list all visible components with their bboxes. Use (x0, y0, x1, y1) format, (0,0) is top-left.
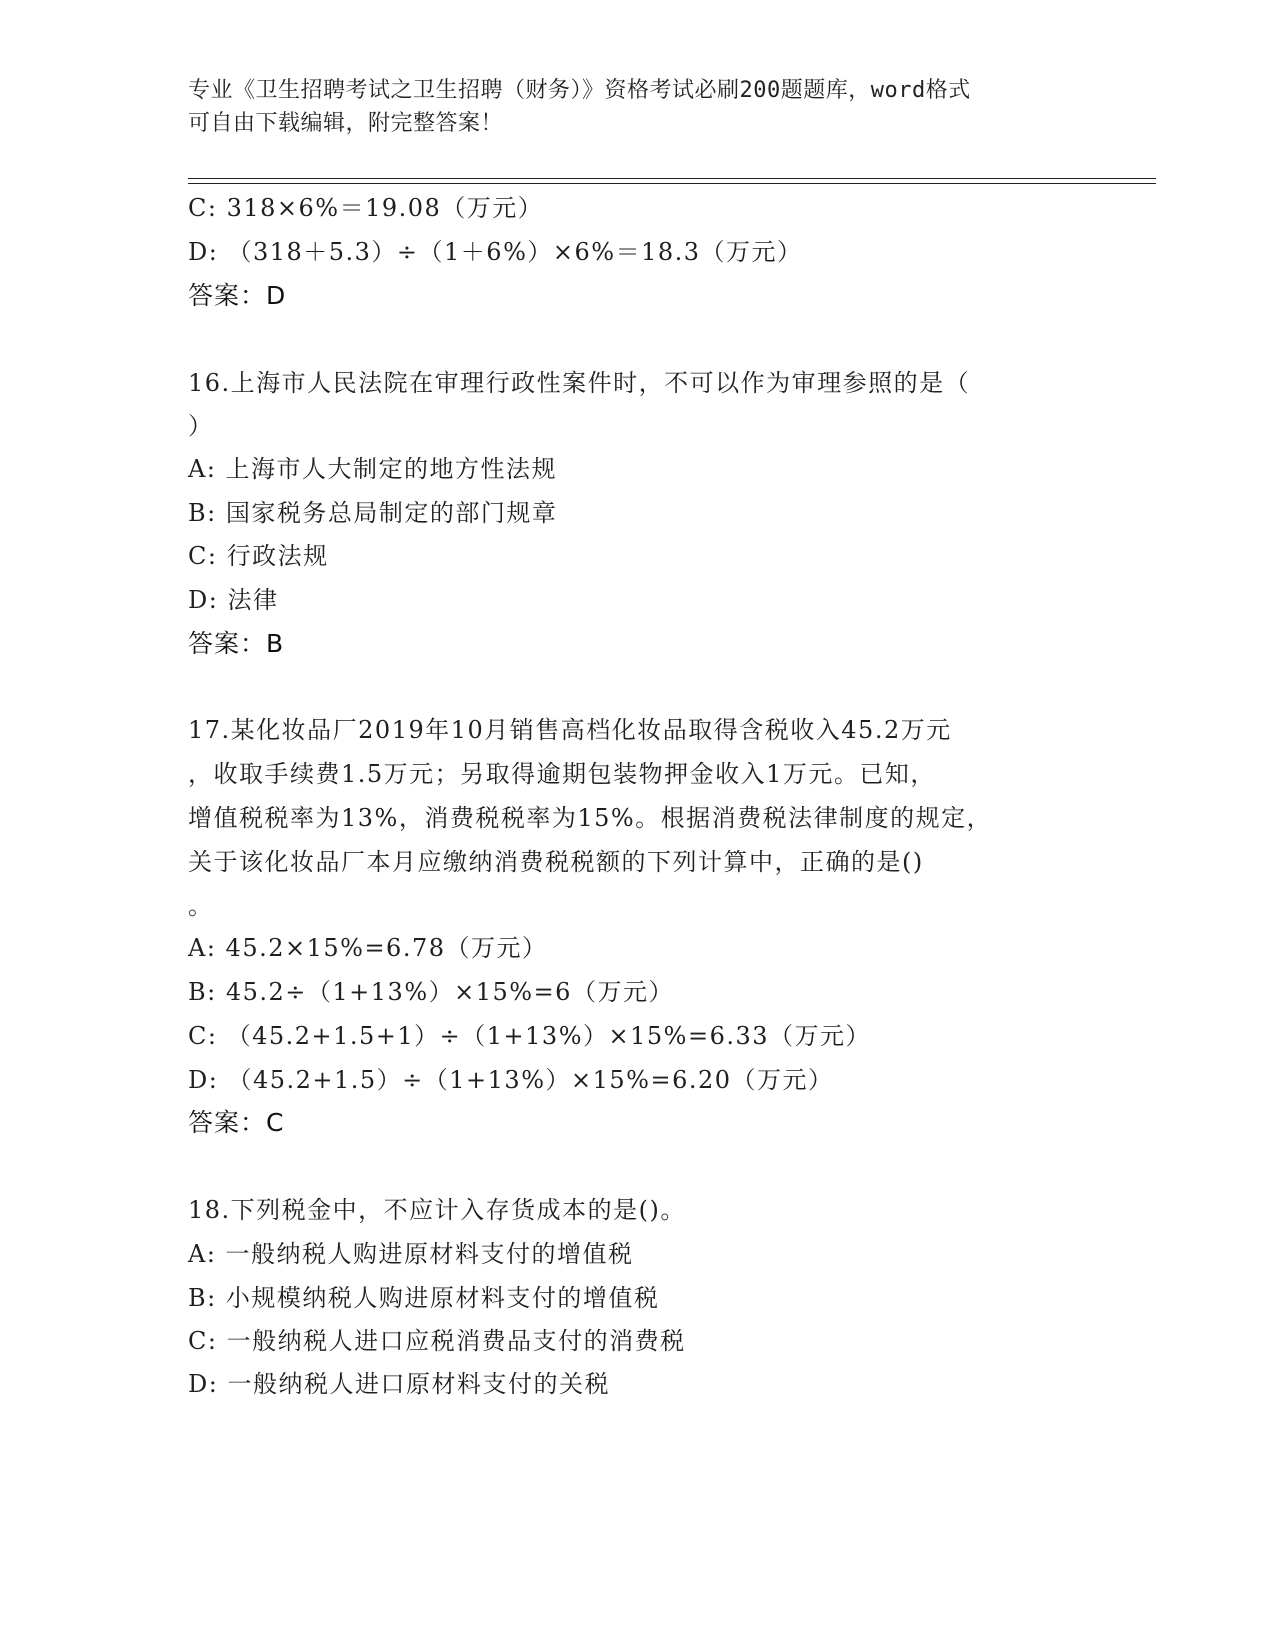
q16-option-a: A: 上海市人大制定的地方性法规 (188, 455, 558, 483)
header-rule-bottom (188, 183, 1156, 184)
q17-option-d: D: （45.2+1.5）÷（1+13%）×15%=6.20（万元） (188, 1066, 834, 1094)
q16-option-d: D: 法律 (188, 586, 279, 614)
q18-option-a: A: 一般纳税人购进原材料支付的增值税 (188, 1240, 634, 1268)
prev-option-d: D: （318＋5.3）÷（1＋6%）×6%＝18.3（万元） (188, 238, 803, 266)
q17-stem-line-2: ，收取手续费1.5万元；另取得逾期包装物押金收入1万元。已知， (188, 760, 936, 788)
q17-stem-line-5: 。 (188, 892, 214, 920)
q16-stem-line-2: ） (188, 412, 214, 440)
q16-option-c: C: 行政法规 (188, 542, 329, 570)
q17-answer: 答案：C (188, 1108, 285, 1137)
q16-stem-line-1: 16.上海市人民法院在审理行政性案件时，不可以作为审理参照的是（ (188, 369, 971, 397)
q16-answer: 答案：B (188, 629, 285, 658)
prev-answer: 答案：D (188, 281, 287, 310)
document-header (188, 74, 1068, 140)
q18-option-d: D: 一般纳税人进口原材料支付的关税 (188, 1370, 610, 1398)
prev-option-c: C: 318×6%＝19.08（万元） (188, 194, 544, 222)
header-line-1: 专业《卫生招聘考试之卫生招聘（财务）》资格考试必刷200题题库，word格式 (188, 78, 971, 103)
q17-option-a: A: 45.2×15%=6.78（万元） (188, 934, 548, 962)
header-line-2: 可自由下载编辑，附完整答案！ (188, 111, 504, 136)
q18-stem-line-1: 18.下列税金中，不应计入存货成本的是()。 (188, 1196, 686, 1224)
q18-option-c: C: 一般纳税人进口应税消费品支付的消费税 (188, 1327, 686, 1355)
q17-option-c: C: （45.2+1.5+1）÷（1+13%）×15%=6.33（万元） (188, 1022, 872, 1050)
header-rule-top (188, 178, 1156, 179)
q17-stem-line-3: 增值税税率为13%，消费税税率为15%。根据消费税法律制度的规定， (188, 804, 993, 832)
q16-option-b: B: 国家税务总局制定的部门规章 (188, 499, 558, 527)
q17-stem-line-4: 关于该化妆品厂本月应缴纳消费税税额的下列计算中，正确的是() (188, 848, 924, 876)
q17-stem-line-1: 17.某化妆品厂2019年10月销售高档化妆品取得含税收入45.2万元 (188, 716, 952, 744)
q17-option-b: B: 45.2÷（1+13%）×15%=6（万元） (188, 978, 674, 1006)
q18-option-b: B: 小规模纳税人购进原材料支付的增值税 (188, 1284, 660, 1312)
